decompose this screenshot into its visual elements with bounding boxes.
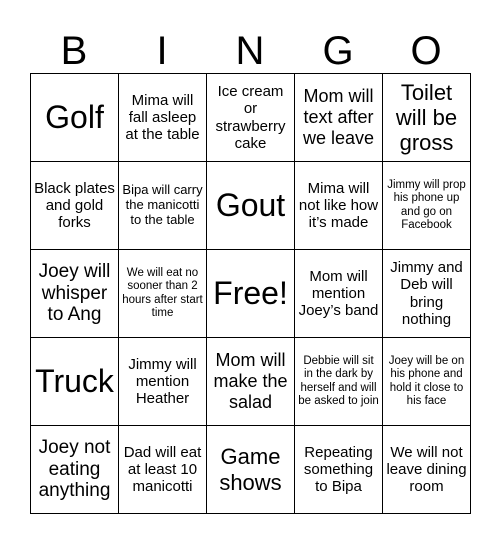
bingo-cell[interactable]: Free! bbox=[207, 250, 295, 338]
bingo-cell[interactable]: Joey will be on his phone and hold it close to his face bbox=[383, 338, 471, 426]
bingo-cell[interactable]: Mima will fall asleep at the table bbox=[119, 74, 207, 162]
bingo-cell[interactable]: Gout bbox=[207, 162, 295, 250]
bingo-cell[interactable]: Toilet will be gross bbox=[383, 74, 471, 162]
bingo-cell[interactable]: Ice cream or strawberry cake bbox=[207, 74, 295, 162]
board-row bbox=[31, 338, 471, 426]
bingo-cell[interactable]: Game shows bbox=[207, 426, 295, 514]
bingo-cell[interactable]: Joey not eating anything bbox=[31, 426, 119, 514]
header-letter-o: O bbox=[410, 29, 442, 73]
bingo-cell[interactable]: Mima will not like how it’s made bbox=[295, 162, 383, 250]
bingo-cell[interactable]: Bipa will carry the manicotti to the table bbox=[119, 162, 207, 250]
bingo-cell[interactable]: Repeating something to Bipa bbox=[295, 426, 383, 514]
board-row bbox=[31, 426, 471, 514]
bingo-cell[interactable]: Jimmy will prop his phone up and go on Facebook bbox=[383, 162, 471, 250]
bingo-cell[interactable]: Truck bbox=[31, 338, 119, 426]
board-row bbox=[31, 250, 471, 338]
bingo-cell[interactable]: Mom will make the salad bbox=[207, 338, 295, 426]
bingo-cell[interactable]: Jimmy and Deb will bring nothing bbox=[383, 250, 471, 338]
header-letter-n: N bbox=[235, 29, 265, 73]
header-letter-i: I bbox=[156, 29, 168, 73]
bingo-cell[interactable]: Mom will text after we leave bbox=[295, 74, 383, 162]
bingo-cell[interactable]: We will not leave dining room bbox=[383, 426, 471, 514]
bingo-cell[interactable]: Golf bbox=[31, 74, 119, 162]
board-row bbox=[31, 162, 471, 250]
bingo-cell[interactable]: Black plates and gold forks bbox=[31, 162, 119, 250]
bingo-cell[interactable]: Dad will eat at least 10 manicotti bbox=[119, 426, 207, 514]
bingo-cell[interactable]: Debbie will sit in the dark by herself and will be asked to join bbox=[295, 338, 383, 426]
bingo-cell[interactable]: Joey will whisper to Ang bbox=[31, 250, 119, 338]
header-letter-g: G bbox=[322, 29, 354, 73]
header-letter-b: B bbox=[60, 29, 88, 73]
bingo-cell[interactable]: Jimmy will mention Heather bbox=[119, 338, 207, 426]
bingo-header bbox=[30, 30, 470, 72]
bingo-cell[interactable]: We will eat no sooner than 2 hours after start time bbox=[119, 250, 207, 338]
bingo-cell[interactable]: Mom will mention Joey’s band bbox=[295, 250, 383, 338]
bingo-board bbox=[30, 73, 471, 514]
board-row bbox=[31, 74, 471, 162]
